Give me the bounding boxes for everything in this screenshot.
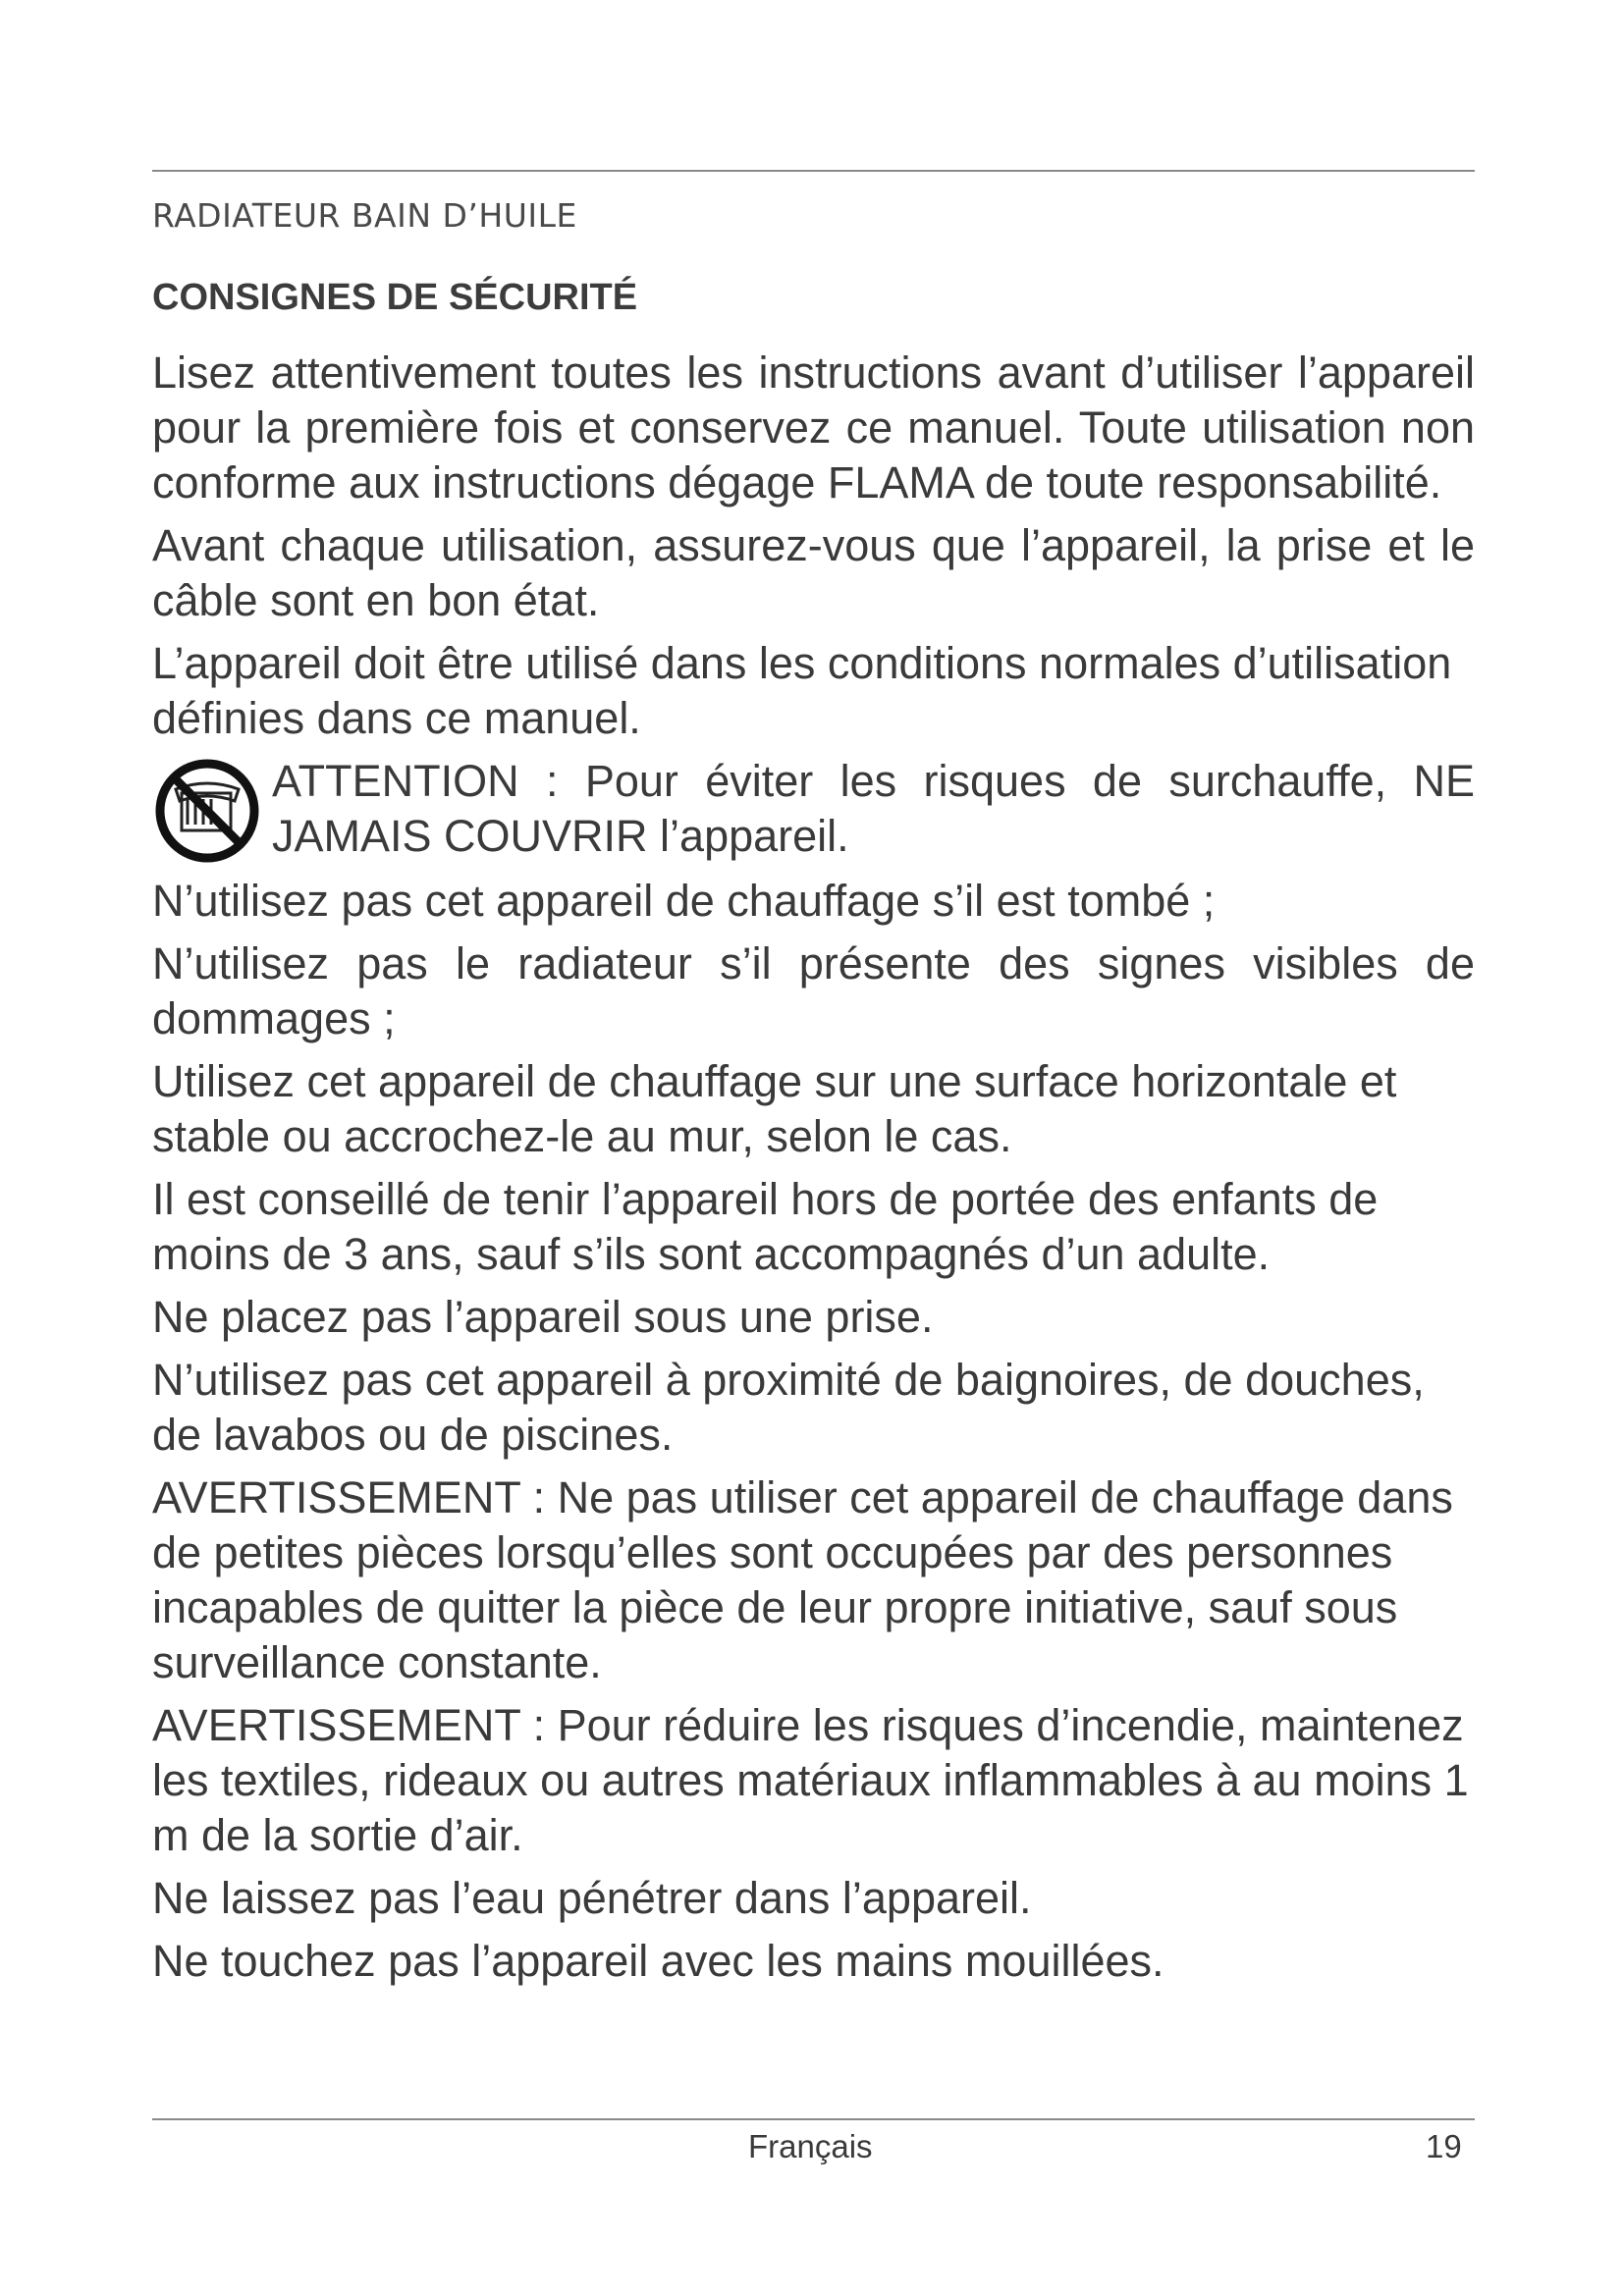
paragraph-children: Il est conseillé de tenir l’appareil hors de portée des enfants de moins de 3 ans, sauf s’ils sont accompagnés d’un adulte. <box>152 1174 1379 1279</box>
page-number: 19 <box>1426 2128 1462 2164</box>
paragraph-wet-hands: Ne touchez pas l’appareil avec les mains mouillées. <box>152 1936 1164 1986</box>
paragraph-stable-surface: Utilisez cet appareil de chauffage sur une surface horizontale et stable ou accrochez-le au mur, selon le cas. <box>152 1056 1397 1161</box>
footer-rule <box>152 2118 1475 2120</box>
paragraph-warning-small-rooms: AVERTISSEMENT : Ne pas utiliser cet appareil de chauffage dans de petites pièces lorsqu’elles sont occupées par des personnes incapables de quitter la pièce de leur propre initiative, sauf sous surveillance constante. <box>152 1472 1453 1687</box>
paragraph-bathrooms: N’utilisez pas cet appareil à proximité de baignoires, de douches, de lavabos ou de piscines. <box>152 1355 1425 1460</box>
paragraph-normal-use: L’appareil doit être utilisé dans les conditions normales d’utilisation définies dans ce manuel. <box>152 638 1452 743</box>
paragraph-check-condition: Avant chaque utilisation, assurez-vous que l’appareil, la prise et le câble sont en bon état. <box>152 520 1475 625</box>
document-header-title: RADIATEUR BAIN D’HUILE <box>152 196 577 235</box>
paragraph-if-fallen: N’utilisez pas cet appareil de chauffage s’il est tombé ; <box>152 876 1216 926</box>
header-rule <box>152 170 1475 172</box>
paragraph-not-under-socket: Ne placez pas l’appareil sous une prise. <box>152 1292 934 1342</box>
footer-language: Français <box>748 2128 873 2164</box>
do-not-cover-icon <box>152 756 262 866</box>
attention-text: ATTENTION : Pour éviter les risques de surchauffe, NE JAMAIS COUVRIR l’appareil. <box>272 756 1475 861</box>
paragraph-warning-fire: AVERTISSEMENT : Pour réduire les risques d’incendie, maintenez les textiles, rideaux ou autres matériaux inflammables à au moins 1 m de la sortie d’air. <box>152 1700 1469 1860</box>
section-title: CONSIGNES DE SÉCURITÉ <box>152 277 638 318</box>
safety-instructions <box>152 346 1475 1997</box>
paragraph-no-water: Ne laissez pas l’eau pénétrer dans l’appareil. <box>152 1873 1032 1923</box>
paragraph-visible-damage: N’utilisez pas le radiateur s’il présente des signes visibles de dommages ; <box>152 938 1475 1043</box>
paragraph-read-instructions: Lisez attentivement toutes les instructions avant d’utiliser l’appareil pour la première fois et conservez ce manuel. Toute utilisation non conforme aux instructions dégage FLAMA de toute responsabilité. <box>152 347 1475 507</box>
attention-notice <box>152 754 1475 866</box>
